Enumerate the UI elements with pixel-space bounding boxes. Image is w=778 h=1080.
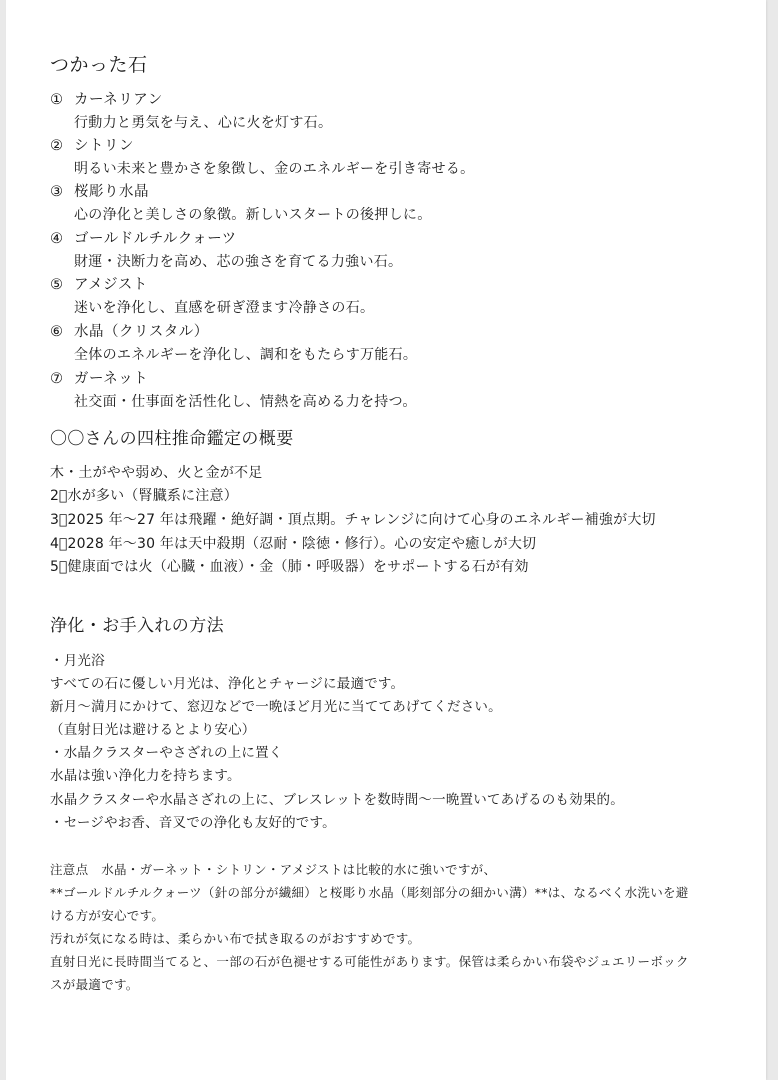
stone-name-text: シトリン	[74, 138, 134, 154]
stone-item-name	[50, 182, 149, 202]
care-line: 新月〜満月にかけて、窓辺などで一晩ほど月光に当ててあげてください。	[50, 699, 502, 715]
stone-item-desc: 行動力と勇気を与え、心に火を灯す石。	[74, 115, 333, 131]
note-line: スが最適です。	[50, 977, 139, 992]
stone-name-text: カーネリアン	[74, 92, 163, 108]
care-line: 水晶クラスターや水晶さざれの上に、ブレスレットを数時間〜一晩置いてあげるのも効果的。	[50, 792, 624, 808]
care-line: ・月光浴	[50, 653, 105, 669]
stones-section-title: つかった石	[50, 54, 148, 76]
stone-name-text: ガーネット	[74, 371, 149, 387]
stone-item-desc: 心の浄化と美しさの象徴。新しいスタートの後押しに。	[74, 207, 432, 223]
stone-number: ①	[50, 92, 64, 108]
stone-name-text: 桜彫り水晶	[74, 184, 149, 200]
care-line: ・水晶クラスターやさざれの上に置く	[50, 745, 283, 761]
summary-line: 3⃣2025 年〜27 年は飛躍・絶好調・頂点期。チャレンジに向けて心身のエネルギー補強が大切	[50, 512, 656, 528]
stone-item-name	[50, 275, 148, 295]
stone-number: ⑤	[50, 277, 64, 293]
summary-line: 2⃣水が多い（腎臓系に注意）	[50, 488, 238, 504]
summary-section-title: 〇〇さんの四柱推命鑑定の概要	[50, 429, 294, 449]
stone-item-name	[50, 90, 163, 110]
stone-item-desc: 財運・決断力を高め、芯の強さを育てる力強い石。	[74, 254, 403, 270]
stone-number: ②	[50, 138, 64, 154]
care-line: ・セージやお香、音叉での浄化も友好的です。	[50, 815, 336, 831]
stone-item-name	[50, 136, 134, 156]
note-line: **ゴールドルチルクォーツ（針の部分が繊細）と桜彫り水晶（彫刻部分の細かい溝）**は、なるべく水洗いを避	[50, 885, 689, 900]
care-line: すべての石に優しい月光は、浄化とチャージに最適です。	[50, 676, 405, 692]
stone-item-desc: 全体のエネルギーを浄化し、調和をもたらす万能石。	[74, 347, 418, 363]
stone-number: ⑦	[50, 371, 64, 387]
stone-item-desc: 社交面・仕事面を活性化し、情熱を高める力を持つ。	[74, 394, 417, 410]
stone-name-text: ゴールドルチルクォーツ	[74, 231, 237, 247]
summary-line: 5⃣健康面では火（心臓・血液）・金（肺・呼吸器）をサポートする石が有効	[50, 559, 529, 575]
summary-line: 木・土がやや弱め、火と金が不足	[50, 465, 263, 481]
note-line: 注意点 水晶・ガーネット・シトリン・アメジストは比較的水に強いですが、	[50, 862, 497, 877]
stone-item-desc: 迷いを浄化し、直感を研ぎ澄ます冷静さの石。	[74, 300, 375, 316]
care-section-title: 浄化・お手入れの方法	[50, 616, 224, 636]
stone-item-name	[50, 229, 237, 249]
stone-name-text: 水晶（クリスタル）	[74, 324, 209, 340]
stone-item-name	[50, 322, 209, 342]
stone-item-desc: 明るい未来と豊かさを象徴し、金のエネルギーを引き寄せる。	[74, 161, 475, 177]
stone-number: ⑥	[50, 324, 64, 340]
note-line: ける方が安心です。	[50, 908, 165, 923]
note-line: 直射日光に長時間当てると、一部の石が色褪せする可能性があります。保管は柔らかい布袋やジュエリーボック	[50, 954, 689, 969]
care-line: （直射日光は避けるとより安心）	[50, 722, 256, 738]
stone-number: ③	[50, 184, 64, 200]
stone-number: ④	[50, 231, 64, 247]
note-line: 汚れが気になる時は、柔らかい布で拭き取るのがおすすめです。	[50, 931, 421, 946]
care-line: 水晶は強い浄化力を持ちます。	[50, 768, 241, 784]
stone-item-name	[50, 369, 148, 389]
stone-name-text: アメジスト	[74, 277, 148, 293]
document-page	[6, 0, 766, 1080]
summary-line: 4⃣2028 年〜30 年は天中殺期（忍耐・陰徳・修行）。心の安定や癒しが大切	[50, 536, 537, 552]
